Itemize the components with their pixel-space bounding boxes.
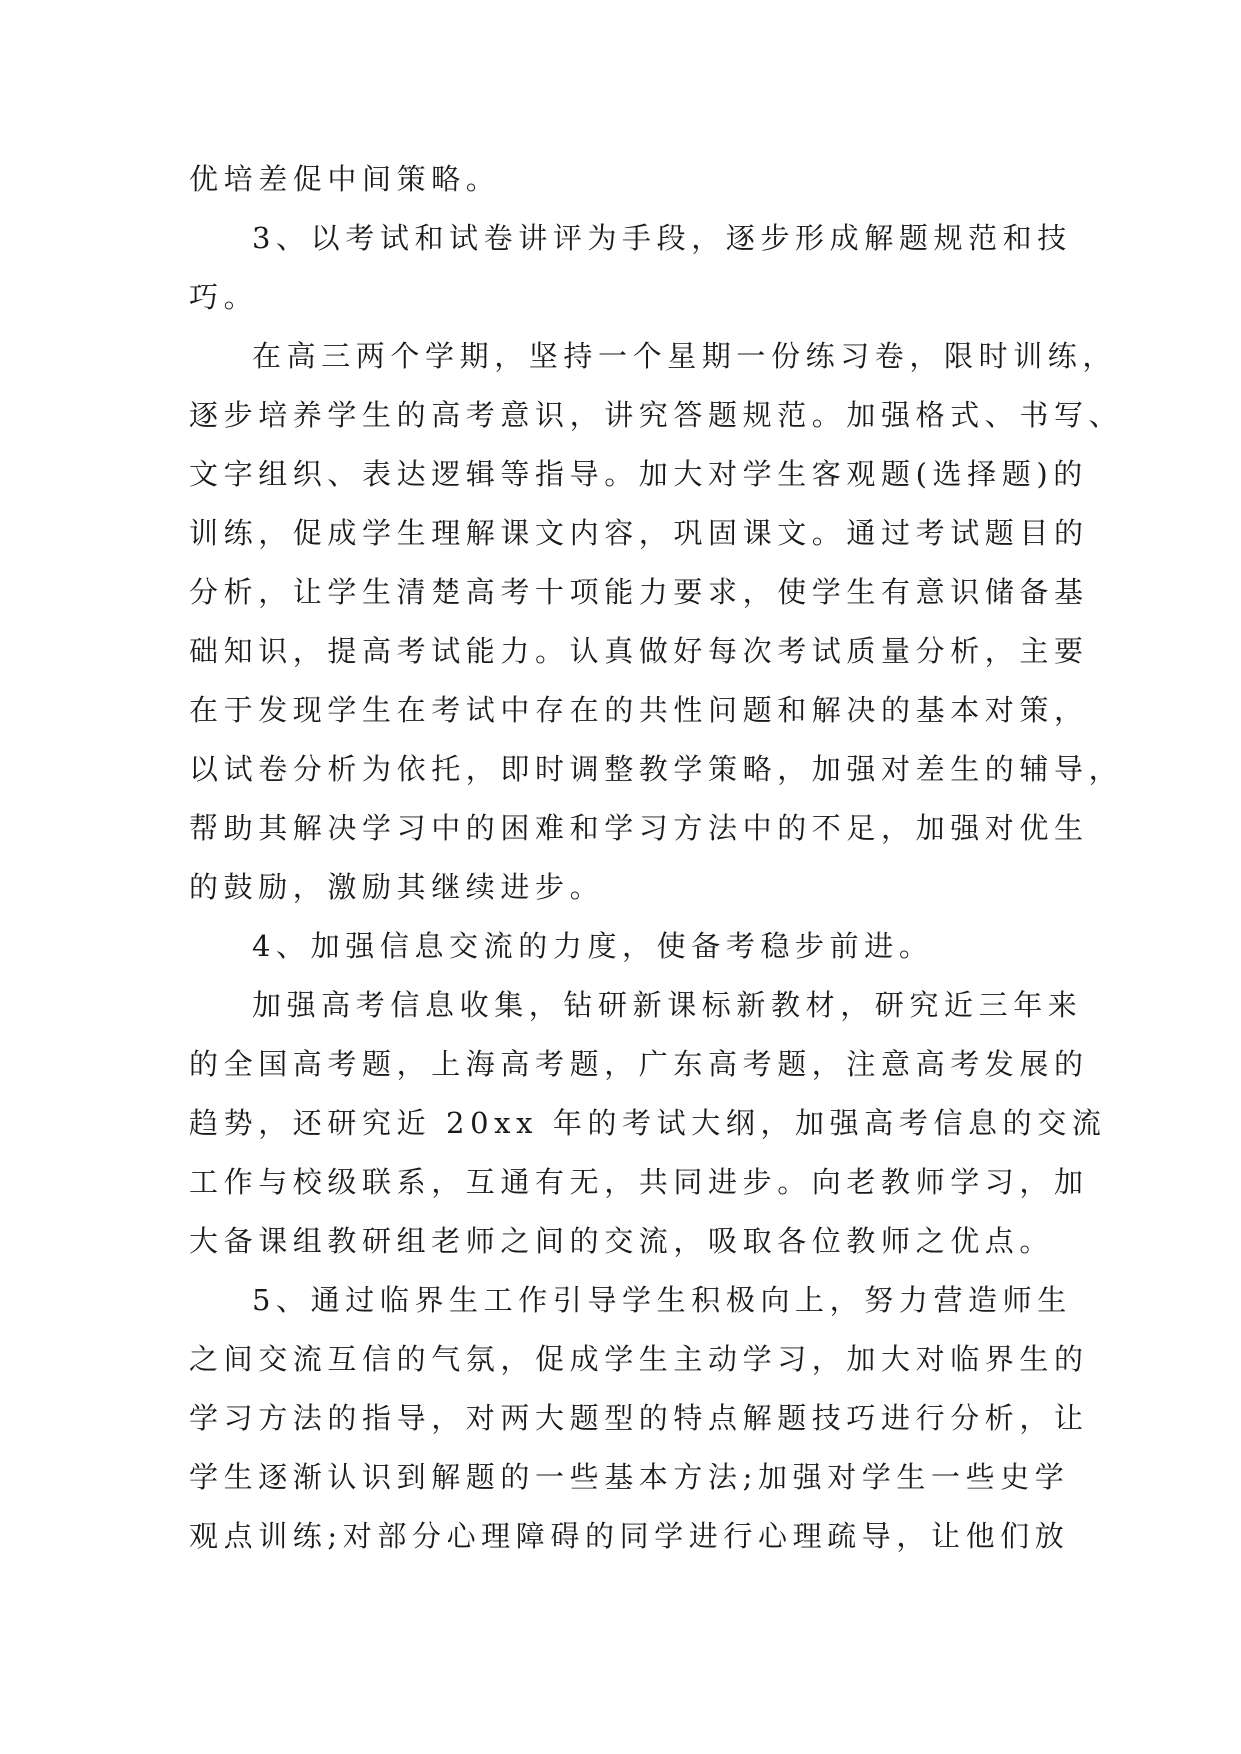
- text-line: 在高三两个学期，坚持一个星期一份练习卷，限时训练，: [252, 339, 1118, 373]
- text-line: 以试卷分析为依托，即时调整教学策略，加强对差生的辅导，: [189, 752, 1124, 786]
- text-line: 之间交流互信的气氛，促成学生主动学习，加大对临界生的: [189, 1342, 1089, 1376]
- section-heading: 5、通过临界生工作引导学生积极向上，努力营造师生: [252, 1283, 1072, 1317]
- section-heading: 4、加强信息交流的力度，使备考稳步前进。: [252, 929, 934, 963]
- document-body: [189, 150, 1124, 1566]
- text-line: 工作与校级联系，互通有无，共同进步。向老教师学习，加: [189, 1165, 1089, 1199]
- text-line: 文字组织、表达逻辑等指导。加大对学生客观题(选择题)的: [189, 457, 1088, 491]
- text-line: 的鼓励，激励其继续进步。: [189, 870, 605, 904]
- text-line: 优培差促中间策略。: [189, 162, 501, 196]
- text-line: 础知识，提高考试能力。认真做好每次考试质量分析，主要: [189, 634, 1089, 668]
- text-line: 的全国高考题，上海高考题，广东高考题，注意高考发展的: [189, 1047, 1089, 1081]
- text-line: 训练，促成学生理解课文内容，巩固课文。通过考试题目的: [189, 516, 1089, 550]
- text-line: 加强高考信息收集，钻研新课标新教材，研究近三年来: [252, 988, 1083, 1022]
- text-line: 观点训练;对部分心理障碍的同学进行心理疏导，让他们放: [189, 1519, 1070, 1553]
- text-line: 学生逐渐认识到解题的一些基本方法;加强对学生一些史学: [189, 1460, 1070, 1494]
- section-heading: 3、以考试和试卷讲评为手段，逐步形成解题规范和技: [252, 221, 1072, 255]
- text-line: 趋势，还研究近 20xx 年的考试大纲，加强高考信息的交流: [189, 1106, 1107, 1140]
- text-line: 帮助其解决学习中的困难和学习方法中的不足，加强对优生: [189, 811, 1089, 845]
- text-line: 巧。: [189, 280, 259, 314]
- text-line: 大备课组教研组老师之间的交流，吸取各位教师之优点。: [189, 1224, 1055, 1258]
- text-line: 学习方法的指导，对两大题型的特点解题技巧进行分析，让: [189, 1401, 1089, 1435]
- text-line: 在于发现学生在考试中存在的共性问题和解决的基本对策，: [189, 693, 1089, 727]
- text-line: 分析，让学生清楚高考十项能力要求，使学生有意识储备基: [189, 575, 1089, 609]
- text-line: 逐步培养学生的高考意识，讲究答题规范。加强格式、书写、: [189, 398, 1124, 432]
